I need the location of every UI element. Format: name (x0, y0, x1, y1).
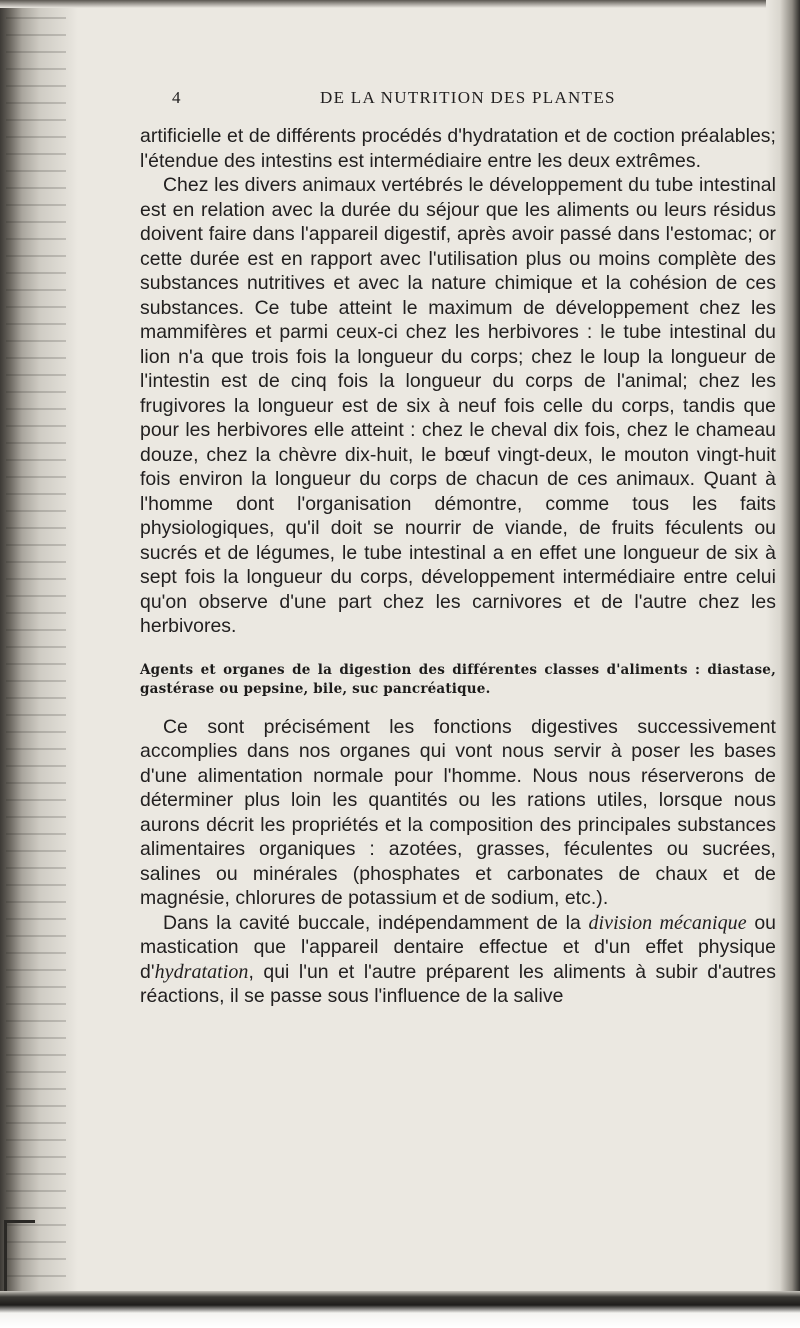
paragraph-4 (140, 911, 776, 1009)
binding-gutter (0, 0, 78, 1328)
page-content (140, 88, 776, 1009)
binding-stitching (6, 0, 66, 1328)
running-title: DE LA NUTRITION DES PLANTES (320, 88, 616, 107)
running-header (140, 88, 776, 124)
top-page-edge (0, 0, 800, 8)
page-number: 4 (172, 88, 182, 107)
paragraph-4-text-2: ou mastication que l'appareil dentaire effectue et d'un effet physique d' (140, 911, 776, 983)
paragraph-1: artificielle et de différents procédés d'hydratation et de coction préalables; l'étendue des intestins est intermédiaire entre les deux extrêmes. (140, 125, 776, 172)
paragraph-2: Chez les divers animaux vertébrés le développement du tube intestinal est en relation avec la durée du séjour que les aliments ou leurs résidus doivent faire dans l'appareil digestif, après avoir passé dans l'estomac; or cette durée est en rapport avec l'utilisation plus ou moins complète des substances nutritives et avec la nature chimique et la cohésion de ces substances. Ce tube atteint le maximum de développement chez les mammifères et parmi ceux-ci chez les herbivores : le tube intestinal du lion n'a que trois fois la longueur du corps; chez le loup la longueur de l'intestin est de cinq fois la longueur du corps de l'animal; chez les frugivores la longueur est de six à neuf fois celle du corps, tandis que pour les herbivores elle atteint : chez le cheval dix fois, chez le chameau douze, chez la chèvre dix-huit, le bœuf vingt-deux, le mouton vingt-huit fois environ la longueur du corps de chacun de ces animaux. Quant à l'homme dont l'organisation démontre, comme tous les faits physiologiques, qu'il doit se nourrir de viande, de fruits féculents ou sucrés et de légumes, le tube intestinal a en effet une longueur de six à sept fois la longueur du corps, développement intermédiaire entre celui qu'on observe d'une part chez les carnivores et de l'autre chez les herbivores. (140, 174, 776, 637)
paragraph-4-text-3: , qui l'un et l'autre préparent les aliments à subir d'autres réactions, il se passe sous l'influence de la salive (140, 960, 776, 1007)
paragraph-4-italic-1: division mécanique (588, 911, 747, 934)
paragraph-3: Ce sont précisément les fonctions digestives successivement accomplies dans nos organes qui vont nous servir à poser les bases d'une alimentation normale pour l'homme. Nous nous réserverons de déterminer plus loin les quantités ou les rations utiles, lorsque nous aurons décrit les propriétés et la composition des principales substances alimentaires organiques : azotées, grasses, féculentes ou sucrées, salines ou minérales (phosphates et carbonates de chaux et de magnésie, chlorures de potassium et de sodium, etc.). (140, 715, 776, 909)
paragraph-4-text-1: Dans la cavité buccale, indépendamment de la (163, 911, 589, 934)
bottom-page-edge (0, 1291, 800, 1328)
section-heading: Agents et organes de la digestion des différentes classes d'aliments : diastase, gastérase ou pepsine, bile, suc pancréatique. (140, 661, 776, 697)
paragraph-4-italic-2: hydratation (154, 960, 249, 983)
